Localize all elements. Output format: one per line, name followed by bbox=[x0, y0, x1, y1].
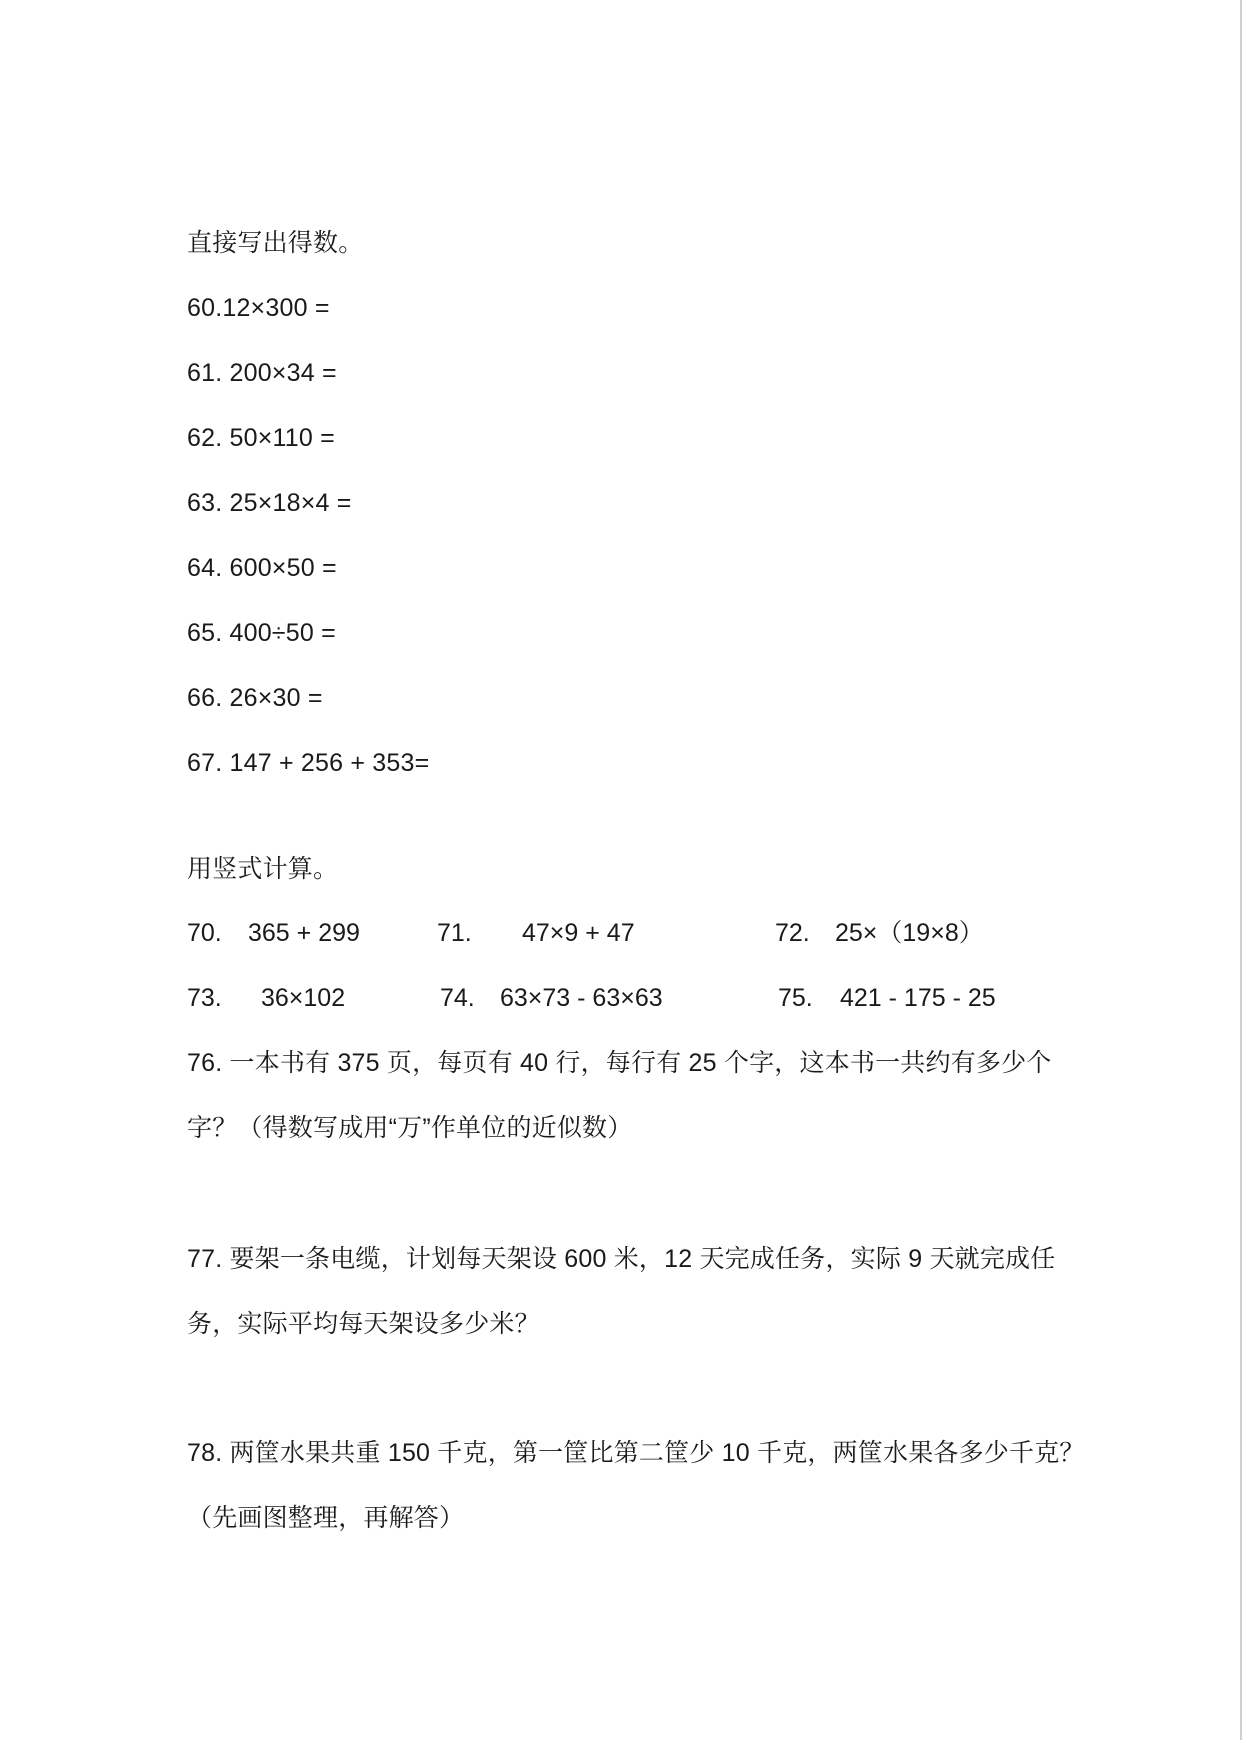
question-75-expression: 421 - 175 - 25 bbox=[840, 984, 996, 1012]
question-66: 66. 26×30 = bbox=[187, 684, 323, 712]
section-heading-direct-calculation: 直接写出得数。 bbox=[187, 229, 364, 257]
question-70-expression: 365 + 299 bbox=[248, 919, 360, 947]
question-73-expression: 36×102 bbox=[261, 984, 346, 1012]
question-77-line-1: 77. 要架一条电缆，计划每天架设 600 米，12 天完成任务，实际 9 天就完成任 bbox=[187, 1245, 1056, 1273]
question-62: 62. 50×110 = bbox=[187, 424, 335, 452]
question-67: 67. 147 + 256 + 353= bbox=[187, 749, 430, 777]
question-61: 61. 200×34 = bbox=[187, 359, 337, 387]
question-72-number: 72. bbox=[775, 919, 810, 947]
question-78-line-1: 78. 两筐水果共重 150 千克，第一筐比第二筐少 10 千克，两筐水果各多少千克？ bbox=[187, 1439, 1085, 1467]
question-64: 64. 600×50 = bbox=[187, 554, 337, 582]
question-74-expression: 63×73 - 63×63 bbox=[500, 984, 663, 1012]
question-72-expression: 25×（19×8） bbox=[835, 919, 984, 947]
question-73-number: 73. bbox=[187, 984, 222, 1012]
question-71-number: 71. bbox=[437, 919, 472, 947]
question-74-number: 74. bbox=[440, 984, 475, 1012]
question-60: 60.12×300 = bbox=[187, 294, 330, 322]
question-78-line-2: （先画图整理，再解答） bbox=[187, 1504, 465, 1532]
question-76-line-1: 76. 一本书有 375 页，每页有 40 行，每行有 25 个字，这本书一共约有多少个 bbox=[187, 1049, 1052, 1077]
question-75-number: 75. bbox=[778, 984, 813, 1012]
question-71-expression: 47×9 + 47 bbox=[522, 919, 635, 947]
question-65: 65. 400÷50 = bbox=[187, 619, 336, 647]
question-63: 63. 25×18×4 = bbox=[187, 489, 352, 517]
section-heading-vertical-calculation: 用竖式计算。 bbox=[187, 855, 339, 883]
question-70-number: 70. bbox=[187, 919, 222, 947]
question-77-line-2: 务，实际平均每天架设多少米？ bbox=[187, 1310, 540, 1338]
question-76-line-2: 字？（得数写成用“万”作单位的近似数） bbox=[187, 1114, 633, 1142]
